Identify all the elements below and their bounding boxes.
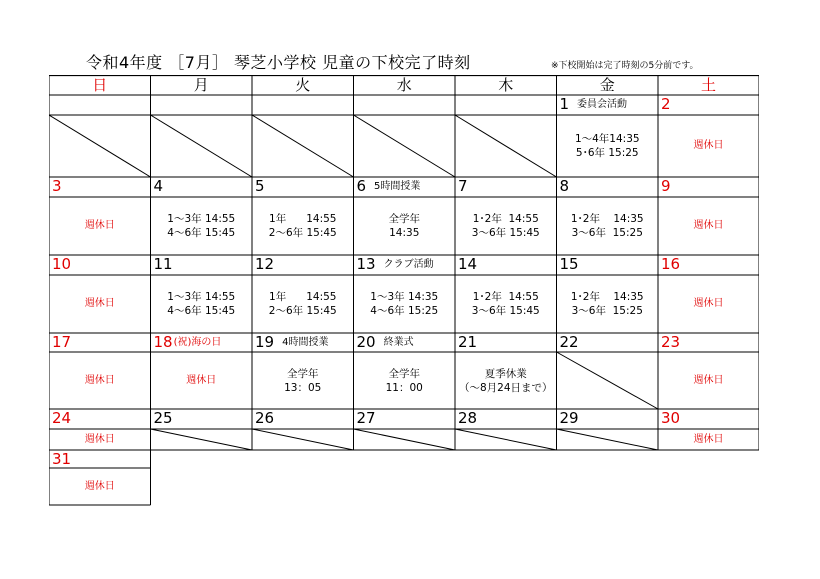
day-number-cell	[658, 255, 759, 275]
day-number: 13	[356, 255, 376, 273]
day-number: 19	[255, 333, 275, 351]
grid-line	[354, 115, 456, 177]
day-number-cell	[658, 95, 759, 115]
grid-line	[354, 429, 456, 450]
grid-line	[557, 352, 659, 409]
page-title: 令和4年度 ［7月］ 琴芝小学校 児童の下校完了時刻	[86, 53, 471, 72]
day-number: 16	[661, 255, 681, 273]
event-label: 5時間授業	[374, 181, 421, 192]
grid-line	[557, 429, 659, 450]
day-number: 27	[356, 409, 376, 427]
event-label: クラブ活動	[383, 259, 434, 270]
holiday-label: 週休日	[186, 374, 217, 386]
day-number: 9	[661, 177, 671, 195]
holiday-label: 週休日	[693, 433, 724, 445]
holiday-label: 週休日	[84, 220, 115, 231]
holiday-label: 週休日	[693, 374, 724, 386]
day-number: 24	[52, 409, 72, 427]
dismissal-times: 夏季休業 （～8月24日まで）	[458, 367, 553, 394]
day-number-cell	[354, 409, 456, 429]
grid-line	[455, 115, 557, 177]
grid-line	[49, 115, 151, 177]
day-number: 6	[356, 177, 367, 195]
dismissal-times: 1～3年 14:35 4～6年 15:25	[370, 291, 439, 317]
day-number: 25	[153, 409, 173, 427]
day-number: 4	[153, 177, 164, 195]
day-number: 7	[458, 177, 468, 195]
dismissal-times: 全学年 11：00	[385, 367, 423, 394]
day-number-cell	[151, 95, 253, 115]
day-number-cell	[354, 177, 456, 197]
dismissal-times: 1～3年 14:55 4～6年 15:45	[167, 291, 236, 317]
day-number-cell	[658, 409, 759, 429]
grid-line	[151, 115, 253, 177]
day-number: 2	[661, 95, 671, 113]
weekday-header: 日	[92, 76, 108, 94]
day-number-cell	[557, 177, 659, 197]
day-number: 21	[458, 333, 478, 351]
day-number-cell	[252, 333, 354, 352]
dismissal-times: 1年 14:55 2～6年 15:45	[268, 291, 337, 317]
day-number-cell	[49, 409, 151, 429]
day-number-cell	[557, 255, 659, 275]
day-number: 28	[458, 409, 478, 427]
day-number: 22	[559, 333, 579, 351]
day-number: 20	[356, 333, 376, 351]
day-number-cell	[557, 333, 659, 352]
day-number-cell	[455, 177, 557, 197]
day-number-cell	[658, 333, 759, 352]
day-number: 26	[255, 409, 275, 427]
day-number-cell	[658, 177, 759, 197]
day-number-cell	[252, 255, 354, 275]
day-number: 8	[559, 177, 570, 195]
day-number-cell	[49, 177, 151, 197]
dismissal-times: 1～3年 14:55 4～6年 15:45	[167, 213, 236, 239]
grid-line	[252, 115, 354, 177]
day-number: 17	[52, 333, 72, 351]
day-number-cell	[455, 333, 557, 352]
day-number: 31	[52, 450, 72, 468]
dismissal-times: 全学年 14:35	[388, 213, 420, 239]
weekday-header: 水	[396, 76, 412, 94]
holiday-label: 週休日	[84, 298, 115, 309]
day-number-cell	[455, 255, 557, 275]
dismissal-times: 1･2年 14:35 3～6年 15:25	[570, 291, 644, 317]
dismissal-note: ※下校開始は完了時刻の5分前です。	[551, 61, 699, 71]
day-number-cell	[49, 255, 151, 275]
day-number-cell	[252, 177, 354, 197]
day-number: 12	[255, 255, 275, 273]
event-label: (祝)海の日	[173, 337, 222, 348]
day-number-cell	[151, 255, 253, 275]
day-number: 15	[559, 255, 579, 273]
holiday-label: 週休日	[693, 298, 724, 309]
day-number-cell	[151, 409, 253, 429]
day-number: 3	[52, 177, 62, 195]
dismissal-times: 1･2年 14:35 3～6年 15:25	[570, 213, 644, 239]
weekday-header: 金	[599, 76, 615, 94]
weekday-header: 土	[700, 76, 716, 94]
day-number: 5	[255, 177, 265, 195]
day-number-cell	[455, 95, 557, 115]
day-number-cell	[151, 333, 253, 352]
grid-line	[151, 429, 253, 450]
day-number-cell	[557, 95, 659, 115]
day-number: 10	[52, 255, 72, 273]
day-number-cell	[252, 409, 354, 429]
grid-line	[252, 429, 354, 450]
dismissal-times: 1･2年 14:55 3～6年 15:45	[471, 213, 540, 239]
day-number-cell	[354, 95, 456, 115]
weekday-header: 木	[498, 76, 514, 94]
holiday-label: 週休日	[84, 374, 115, 386]
event-label: 委員会活動	[577, 99, 628, 110]
grid-line	[455, 429, 557, 450]
day-number: 1	[559, 95, 570, 113]
day-number: 18	[153, 333, 173, 351]
calendar-grid	[49, 75, 759, 511]
weekday-header: 月	[193, 76, 209, 94]
day-number: 30	[661, 409, 681, 427]
day-number: 29	[559, 409, 579, 427]
event-label: 4時間授業	[282, 337, 329, 348]
holiday-label: 週休日	[84, 433, 115, 445]
day-number-cell	[455, 409, 557, 429]
day-number: 14	[458, 255, 478, 273]
holiday-label: 週休日	[693, 220, 724, 231]
day-number: 23	[661, 333, 681, 351]
day-number-cell	[49, 95, 151, 115]
weekday-header: 火	[295, 76, 311, 94]
day-number-cell	[557, 409, 659, 429]
day-number-cell	[354, 255, 456, 275]
dismissal-times: 1･2年 14:55 3～6年 15:45	[471, 291, 540, 317]
holiday-label: 週休日	[693, 140, 724, 151]
dismissal-times: 1～4年14:35 5･6年 15:25	[574, 133, 640, 159]
day-number-cell	[151, 177, 253, 197]
day-number-cell	[252, 95, 354, 115]
day-number-cell	[354, 333, 456, 352]
day-number-cell	[49, 333, 151, 352]
day-number: 11	[153, 255, 173, 273]
holiday-label: 週休日	[84, 480, 115, 492]
dismissal-times: 1年 14:55 2～6年 15:45	[268, 213, 337, 239]
event-label: 終業式	[383, 337, 414, 348]
day-number-cell	[49, 450, 151, 468]
dismissal-times: 全学年 13：05	[284, 367, 322, 394]
